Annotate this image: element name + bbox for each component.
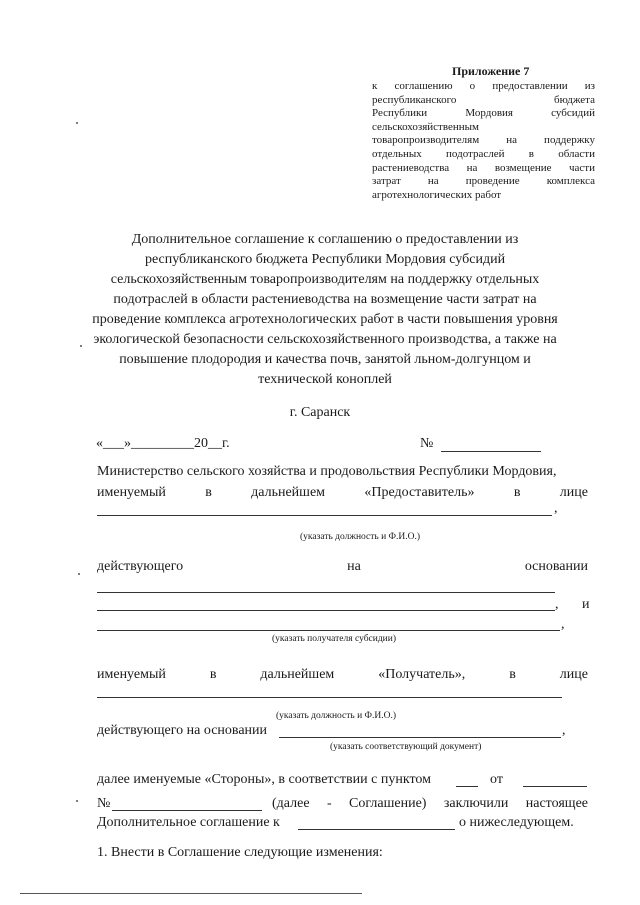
word: действующего <box>97 559 184 574</box>
recipient-justified-line <box>97 667 588 683</box>
word: основании <box>524 559 588 574</box>
title-line: технической коноплей <box>258 372 392 387</box>
word: именуемый <box>97 485 166 500</box>
clause-number-line[interactable] <box>456 786 478 787</box>
provider-text: Министерство сельского хозяйства и продовольствия Республики Мордовия, <box>97 464 557 479</box>
scan-dot <box>78 573 80 575</box>
clause-date-line[interactable] <box>523 786 587 787</box>
word: в <box>205 485 212 500</box>
recipient-basis-hint: (указать соответствующий документ) <box>330 742 482 752</box>
provider-person-line[interactable] <box>97 515 552 516</box>
word: дальнейшем <box>251 485 326 500</box>
number-label: № <box>420 436 434 451</box>
recipient-basis-label: действующего на основании <box>97 723 268 738</box>
number-sign: № <box>97 796 111 811</box>
word: Соглашение) <box>349 796 427 811</box>
comma: , <box>561 617 565 632</box>
provider-justified-line <box>97 485 588 501</box>
comma: , <box>555 597 559 612</box>
appendix-line: Республики Мордовия субсидий <box>372 107 595 120</box>
scan-dot <box>76 122 78 124</box>
appendix-line: к соглашению о предоставлении из <box>372 80 595 92</box>
title-line: повышение плодородия и качества почв, занятой льном-долгунцом и <box>119 352 531 367</box>
and-word: и <box>582 597 590 612</box>
number-line[interactable] <box>441 451 541 452</box>
recipient-person-line[interactable] <box>97 697 562 698</box>
agreement-reference-line[interactable] <box>298 829 455 830</box>
word: настоящее <box>525 796 588 811</box>
parties-text: далее именуемые «Стороны», в соответствии с пунктом <box>97 772 431 787</box>
word: «Получатель», <box>378 667 466 682</box>
appendix-line: республиканского бюджета <box>372 93 595 106</box>
appendix-line: товаропроизводителям на поддержку <box>372 134 595 147</box>
word: в <box>209 667 217 682</box>
from-word: от <box>490 772 503 787</box>
provider-hint: (указать должность и Ф.И.О.) <box>300 532 421 542</box>
item-1: 1. Внести в Соглашение следующие изменения: <box>97 845 383 860</box>
date-field[interactable]: «___»_________20__г. <box>96 436 230 451</box>
title-line: экологической безопасности сельскохозяйственного производства, а также на <box>93 332 557 347</box>
appendix-line: растениеводства на возмещение части <box>372 161 595 174</box>
comma: , <box>554 501 558 516</box>
appendix-line: отдельных подотраслей в области <box>372 147 595 160</box>
appendix-line: сельскохозяйственным <box>372 120 479 133</box>
basis-justified-line <box>97 559 588 575</box>
recipient-person-hint: (указать должность и Ф.И.О.) <box>276 711 397 721</box>
document-title <box>60 230 590 390</box>
agreement-number-line[interactable] <box>112 810 262 811</box>
word: в <box>509 667 516 682</box>
word: - <box>326 796 332 811</box>
comma: , <box>562 723 566 738</box>
word: лице <box>559 485 588 500</box>
word: в <box>513 485 521 500</box>
word: на <box>347 559 361 574</box>
recipient-hint: (указать получателя субсидии) <box>272 634 397 644</box>
recipient-basis-line[interactable] <box>279 737 561 738</box>
recipient-name-line[interactable] <box>97 630 560 631</box>
city: г. Саранск <box>289 405 351 420</box>
appendix-line: агротехнологических работ <box>372 188 502 201</box>
word: заключили <box>443 796 509 811</box>
appendix-text <box>372 80 595 202</box>
title-line: республиканского бюджета Республики Мордовия субсидий <box>144 252 506 267</box>
appendix-title: Приложение 7 <box>452 64 530 78</box>
basis-line[interactable] <box>97 592 555 593</box>
title-line: сельскохозяйственным товаропроизводителям на поддержку отдельных <box>110 272 540 287</box>
basis-line[interactable] <box>97 610 555 611</box>
footnote-rule <box>20 893 362 894</box>
supplement-text: Дополнительное соглашение к <box>97 815 280 830</box>
word: лице <box>559 667 588 682</box>
word: (далее <box>272 796 310 811</box>
word: дальнейшем <box>260 667 335 682</box>
title-line: подотраслей в области растениеводства на возмещение части затрат на <box>113 292 537 307</box>
scan-dot <box>76 800 78 802</box>
word: именуемый <box>97 667 166 682</box>
parties-justified-line <box>272 796 588 812</box>
title-line: Дополнительное соглашение к соглашению о предоставлении из <box>131 232 519 247</box>
appendix-line: затрат на проведение комплекса <box>372 175 595 188</box>
following-text: о нижеследующем. <box>459 815 574 830</box>
title-line: проведение комплекса агротехнологических работ в части повышения уровня <box>92 312 558 327</box>
word: «Предоставитель» <box>364 485 475 500</box>
